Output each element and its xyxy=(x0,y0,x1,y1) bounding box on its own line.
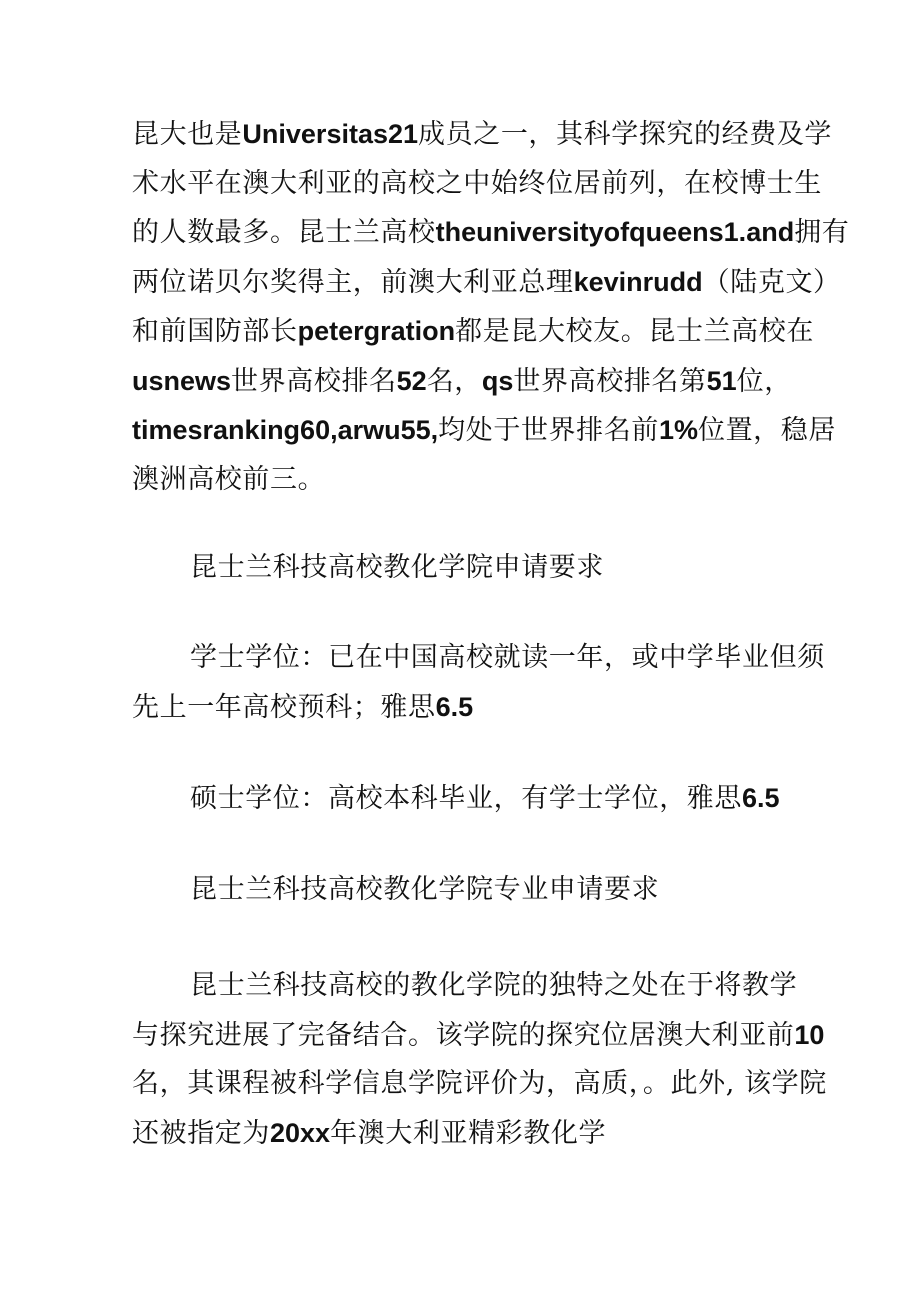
latin-text-run: 20xx xyxy=(270,1117,331,1148)
text-run: 昆士兰科技高校的教化学院的独特之处在于将教学 xyxy=(190,970,798,1001)
latin-text-run: theuniversityofqueens1.and xyxy=(435,217,795,247)
paragraph-intro xyxy=(132,110,850,504)
latin-text-run: 1% xyxy=(658,415,698,445)
text-line xyxy=(132,160,822,209)
latin-text-run: qs xyxy=(481,365,514,396)
text-run: 和前国防部长 xyxy=(132,316,298,347)
text-run: 昆大也是 xyxy=(132,119,243,150)
paragraph-bachelor-requirements xyxy=(132,634,825,732)
text-line xyxy=(132,110,833,160)
text-run: 的人数最多。昆士兰高校 xyxy=(132,217,436,248)
text-line xyxy=(132,357,792,407)
text-line xyxy=(132,406,836,456)
latin-text-run: Universitas21 xyxy=(242,119,419,149)
text-line xyxy=(132,634,825,683)
text-line xyxy=(132,683,792,733)
text-run: 世界高校排名 xyxy=(231,365,397,397)
text-run: （陆克文） xyxy=(702,266,841,298)
text-run: 位置，稳居 xyxy=(697,415,836,446)
text-line xyxy=(132,962,798,1011)
latin-text-run: kevinrudd xyxy=(573,266,703,297)
text-line xyxy=(132,774,792,824)
text-run: 拥有 xyxy=(794,217,850,248)
text-line xyxy=(132,307,814,357)
text-run: 学士学位：已在中国高校就读一年，或中学毕业但须 xyxy=(190,642,825,673)
latin-text-run: 6.5 xyxy=(435,691,474,722)
text-run: 都是昆大校友。昆士兰高校在 xyxy=(455,316,814,347)
latin-text-run: 10 xyxy=(794,1019,825,1050)
text-line xyxy=(132,1109,792,1159)
section-heading-program-requirements xyxy=(132,866,792,915)
text-line xyxy=(132,1011,825,1061)
text-run: 硕士学位：高校本科毕业，有学士学位，雅思 xyxy=(190,783,742,814)
text-run: 世界高校排名第 xyxy=(513,365,707,397)
text-line xyxy=(132,544,792,593)
paragraph-master-requirements xyxy=(132,774,792,824)
text-line xyxy=(132,258,841,308)
latin-text-run: 6.5 xyxy=(742,783,780,813)
latin-text-run: 52 xyxy=(396,365,427,396)
text-run: 均处于世界排名前 xyxy=(438,415,659,446)
latin-text-run: 51 xyxy=(706,365,737,396)
text-run: 澳洲高校前三。 xyxy=(132,463,326,495)
text-run: 先上一年高校预科；雅思 xyxy=(132,691,436,723)
text-run: 位， xyxy=(736,365,792,397)
text-run: 年澳大利亚精彩教化学 xyxy=(330,1117,607,1149)
text-run: 名，其课程被科学信息学院评价为，高质，。此外, 该学院 xyxy=(132,1068,827,1099)
latin-text-run: timesranking60,arwu55, xyxy=(132,415,439,445)
text-run: 两位诺贝尔奖得主，前澳大利亚总理 xyxy=(132,266,574,298)
section-heading-application-requirements xyxy=(132,544,792,593)
text-run: 昆士兰科技高校教化学院专业申请要求 xyxy=(190,874,660,905)
latin-text-run: usnews xyxy=(132,365,232,396)
latin-text-run: petergration xyxy=(297,316,456,346)
text-run: 术水平在澳大利亚的高校之中始终位居前列，在校博士生 xyxy=(132,167,822,199)
text-line xyxy=(132,1060,827,1109)
text-run: 名， xyxy=(426,365,482,397)
text-run: 与探究进展了完备结合。该学院的探究位居澳大利亚前 xyxy=(132,1019,795,1051)
text-line xyxy=(132,208,850,258)
text-line xyxy=(132,866,792,915)
text-run: 成员之一，其科学探究的经费及学 xyxy=(418,119,833,150)
text-run: 还被指定为 xyxy=(132,1117,270,1149)
text-run: 昆士兰科技高校教化学院申请要求 xyxy=(190,552,604,583)
text-line xyxy=(132,456,792,505)
paragraph-education-faculty xyxy=(132,962,827,1158)
